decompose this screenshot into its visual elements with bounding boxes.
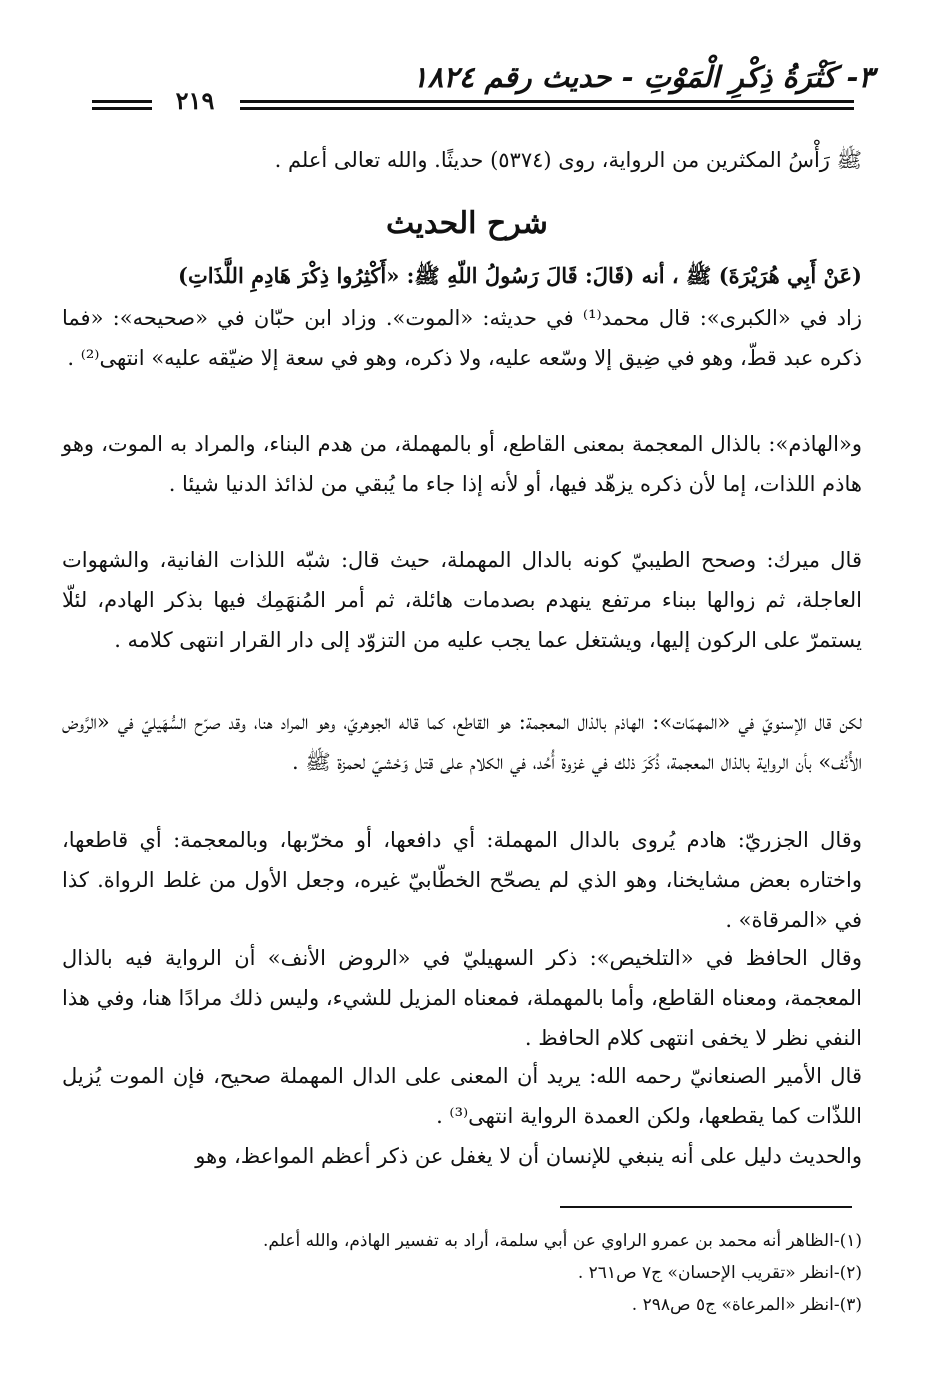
hadith-text: (عَنْ أَبِي هُرَيْرَةَ) ﷺ ، أنه (قَالَ: قَالَ رَسُولُ اللّهِ ﷺ: «أَكْثِرُوا ذِكْرَ هَادِمِ اللَّذَاتِ)	[178, 263, 862, 288]
header-rule-left	[92, 107, 152, 110]
paragraph: قال الأمير الصنعانيّ رحمه الله: يريد أن المعنى على الدال المهملة صحيح، فإن الموت يُزيل اللذّات كما يقطعها، ولكن العمدة الرواية انتهى⁽³⁾ .	[62, 1064, 862, 1128]
running-header-title: ٣- كَثْرَةُ ذِكْرِ الْمَوْتِ - حديث رقم ١٨٢٤	[412, 60, 874, 94]
paragraph: والحديث دليل على أنه ينبغي للإنسان أن لا يغفل عن ذكر أعظم المواعظ، وهو	[195, 1144, 862, 1168]
footnote: (٣)-انظر «المرعاة» ج٥ ص٢٩٨ .	[631, 1295, 862, 1315]
paragraph: زاد في «الكبرى»: قال محمد⁽¹⁾ في حديثه: «الموت». وزاد ابن حبّان في «صحيحه»: «فما ذكره عبد قطّ، وهو في ضِيق إلا وسّعه عليه، ولا ذكره، وهو في سعة إلا ضيّقه عليه» انتهى⁽²⁾ .	[62, 306, 862, 370]
footnote: (٢)-انظر «تقريب الإحسان» ج٧ ص٢٦١ .	[577, 1263, 862, 1283]
paragraph: وقال الجزريّ: هادم يُروى بالدال المهملة: أي دافعها، أو مخرّبها، وبالمعجمة: أي قاطعها، واختاره بعض مشايخنا، وهو الذي لم يصحّح الخطّابيّ غيره، وجعل الأول من غلط الرواة. كذا في «المرقاة» .	[62, 828, 862, 932]
header-rule	[240, 107, 854, 110]
page-number: ٢١٩	[175, 86, 215, 115]
footnote: (١)-الظاهر أنه محمد بن عمرو الراوي عن أبي سلمة، أراد به تفسير الهاذم، والله أعلم.	[263, 1231, 862, 1251]
paragraph: لكن قال الإسنويّ في «المهمّات»: الهاذم بالذال المعجمة: هو القاطع، كما قاله الجوهريّ، وهو المراد هنا، وقد صرّح السُّهَيليّ في «الرَّوض الأُنُف» بأن الرواية بالذال المعجمة، ذُكَرَ ذلك في غزوة أُحُد، في الكلام على قتل وَحْشيّ لحمزة ﷺ .	[62, 710, 862, 774]
intro-line: ﷺ رَأْسُ المكثرين من الرواية، روى (٥٣٧٤) حديثًا. والله تعالى أعلم .	[274, 148, 862, 172]
paragraph: قال ميرك: وصحح الطيبيّ كونه بالدال المهملة، حيث قال: شبّه اللذات الفانية، والشهوات العاجلة، ثم زوالها ببناء مرتفع ينهدم بصدمات هائلة، ثم أمر المُنهَمِك فيها بذكر الهادم، لئلّا يستمرّ على الركون إليها، ويشتغل عما يجب عليه من التزوّد إلى دار القرار انتهى كلامه .	[62, 548, 862, 652]
paragraph: وقال الحافظ في «التلخيص»: ذكر السهيليّ في «الروض الأنف» أن الرواية فيه بالذال المعجمة، ومعناه القاطع، وأما بالمهملة، فمعناه المزيل للشيء، وليس ذلك مرادًا هنا، وفي هذا النفي نظر لا يخفى انتهى كلام الحافظ .	[62, 946, 862, 1050]
footnote-rule	[560, 1206, 852, 1208]
paragraph: و«الهاذم»: بالذال المعجمة بمعنى القاطع، أو بالمهملة، من هدم البناء، والمراد به الموت، وهو هاذم اللذات، إما لأن ذكره يزهّد فيها، أو لأنه إذا جاء ما يُبقي من لذائذ الدنيا شيئا .	[62, 432, 862, 496]
header-rule	[240, 100, 854, 103]
section-heading: شرح الحديث	[386, 206, 548, 241]
header-rule-left	[92, 100, 152, 103]
